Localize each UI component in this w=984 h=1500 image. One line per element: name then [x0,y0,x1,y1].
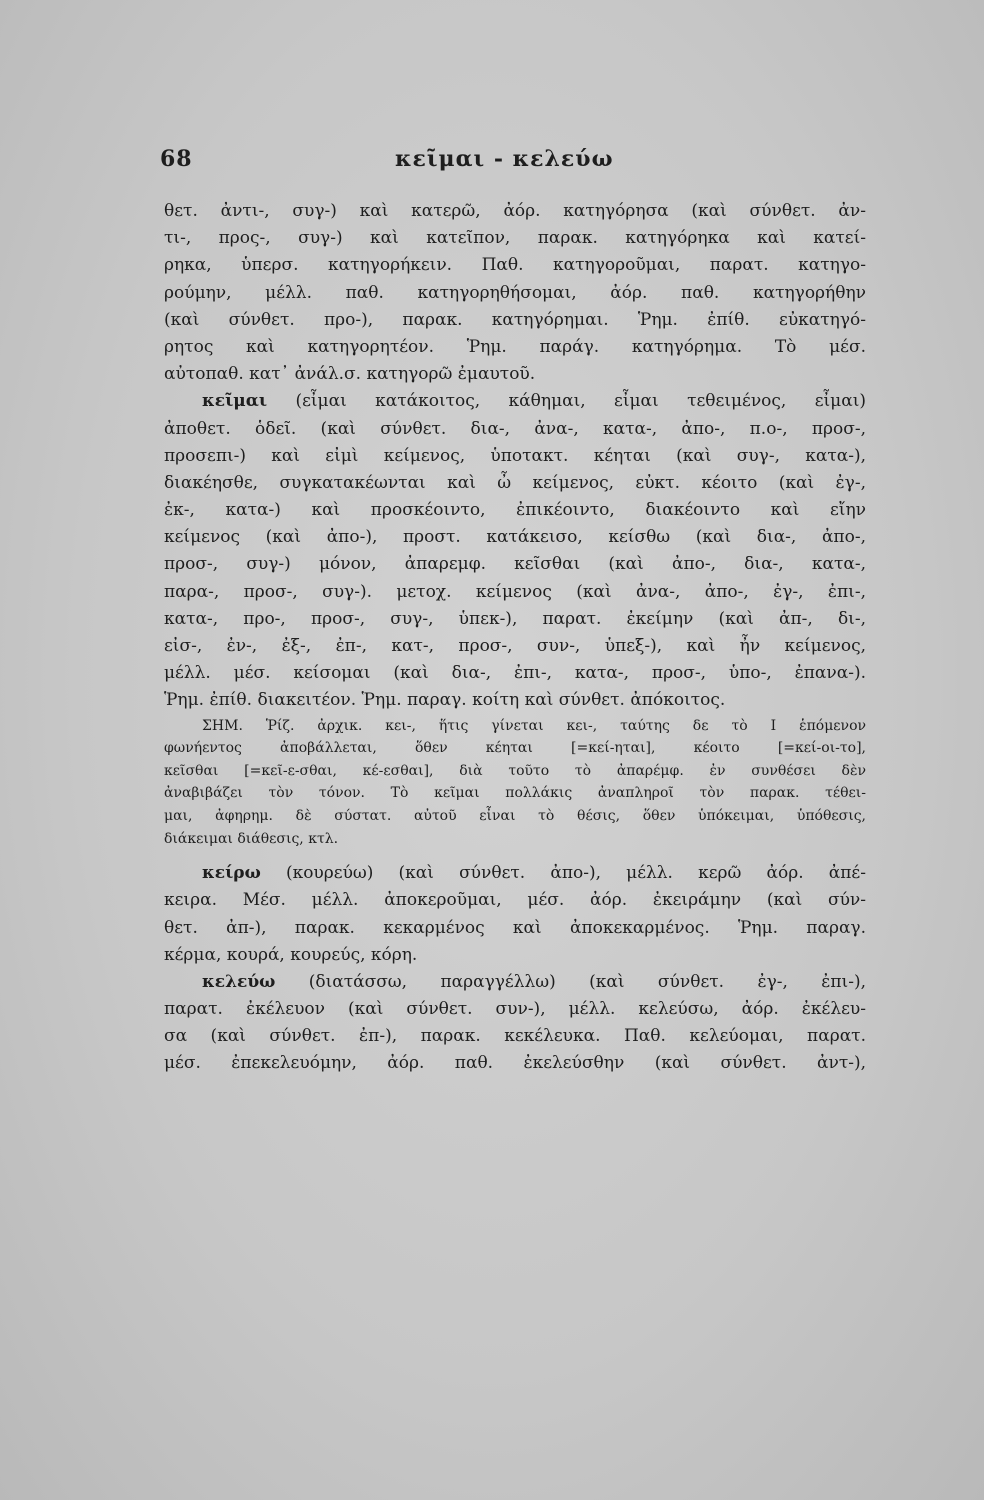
headword: κελεύω [202,971,276,992]
page-number: 68 [160,146,193,172]
dictionary-text [164,198,866,1078]
note-line: ἀναβιβάζει τὸν τόνον. Τὸ κεῖμαι πολλάκις ἀναπληροῖ τὸν παρακ. τέθει- [164,785,866,802]
note-line: μαι, ἀφηρημ. δὲ σύστατ. αὐτοῦ εἶναι τὸ θέσις, ὅθεν ὑπόκειμαι, ὑπόθεσις, [164,807,866,824]
entry-gloss: (εἶμαι κατάκοιτος, κάθημαι, εἶμαι τεθειμένος, εἶμαι) [295,391,866,412]
text-line: μέλλ. μέσ. κείσομαι (καὶ δια-, ἐπι-, κατα-, προσ-, ὑπο-, ἐπανα-). [164,663,866,684]
note-line: διάκειμαι διάθεσις, κτλ. [164,830,339,847]
text-line: παρατ. ἐκέλευον (καὶ σύνθετ. συν-), μέλλ. κελεύσω, ἀόρ. ἐκέλευ- [164,999,866,1020]
text-line: ρηκα, ὑπερσ. κατηγορήκειν. Παθ. κατηγοροῦμαι, παρατ. κατηγο- [164,255,866,276]
spacer [164,850,866,860]
entry-gloss: (διατάσσω, παραγγέλλω) (καὶ σύνθετ. ἐγ-, ἐπι-), [308,971,866,992]
text-line: αὐτοπαθ. κατ᾽ ἀνάλ.σ. κατηγορῶ ἐμαυτοῦ. [164,364,536,385]
text-line: σα (καὶ σύνθετ. ἐπ-), παρακ. κεκέλευκα. Παθ. κελεύομαι, παρατ. [164,1026,866,1047]
entry-keimai [164,388,866,714]
note-line: φωνήεντος ἀποβάλλεται, ὅθεν κέηται [=κεί-ηται], κέοιτο [=κεί-οι-το], [164,740,866,757]
entry-gloss: (κουρεύω) (καὶ σύνθετ. ἀπο-), μέλλ. κερῶ ἀόρ. ἀπέ- [285,863,866,884]
text-line: θετ. ἀντι-, συγ-) καὶ κατερῶ, ἀόρ. κατηγόρησα (καὶ σύνθετ. ἀν- [164,201,866,221]
headword: κείρω [202,863,261,884]
entry-keleuo [164,969,866,1078]
text-line: διακέησθε, συγκατακέωνται καὶ ὦ κείμενος, εὐκτ. κέοιτο (καὶ ἐγ-, [164,472,866,493]
text-line: θετ. ἀπ-), παρακ. κεκαρμένος καὶ ἀποκεκαρμένος. Ῥημ. παραγ. [164,917,866,938]
entry-first-line [164,860,866,887]
text-line: ρητος καὶ κατηγορητέον. Ῥημ. παράγ. κατηγόρημα. Τὸ μέσ. [164,336,866,357]
text-line: ἐκ-, κατα-) καὶ προσκέοιντο, ἐπικέοιντο, διακέοιντο καὶ εἴην [164,500,866,521]
note-first-line [164,715,866,738]
text-line: ρούμην, μέλλ. παθ. κατηγορηθήσομαι, ἀόρ. παθ. κατηγορήθην [164,282,866,303]
text-line: κέρμα, κουρά, κουρεύς, κόρη. [164,944,418,965]
headword: κεῖμαι [202,391,268,412]
page-header [160,146,860,182]
note-text: Ῥίζ. ἀρχικ. κει-, ἥτις γίνεται κει-, ταύτης δε τὸ Ι ἑπόμενον [265,717,866,734]
entry-first-line [164,388,866,415]
text-line: μέσ. ἐπεκελευόμην, ἀόρ. παθ. ἐκελεύσθην (καὶ σύνθετ. ἀντ-), [164,1053,866,1074]
text-line: κείμενος (καὶ ἀπο-), προστ. κατάκεισο, κείσθω (καὶ δια-, ἀπο-, [164,527,866,548]
note-label: ΣΗΜ. [202,717,243,734]
text-line: παρα-, προσ-, συγ-). μετοχ. κείμενος (καὶ ἀνα-, ἀπο-, ἐγ-, ἐπι-, [164,581,866,602]
text-line: τι-, προς-, συγ-) καὶ κατεῖπον, παρακ. κατηγόρηκα καὶ κατεί- [164,228,866,249]
entry-first-line [164,969,866,996]
note-line: κεῖσθαι [=κεῖ-ε-σθαι, κέ-εσθαι], διὰ τοῦτο τὸ ἀπαρέμφ. ἐν συνθέσει δὲν [164,762,866,779]
text-line: κειρα. Μέσ. μέλλ. ἀποκεροῦμαι, μέσ. ἀόρ. ἐκειράμην (καὶ σύν- [164,890,866,911]
text-line: προσ-, συγ-) μόνον, ἀπαρεμφ. κεῖσθαι (καὶ ἀπο-, δια-, κατα-, [164,554,866,575]
running-head: κεῖμαι - κελεύω [395,146,614,172]
note-block [164,715,866,851]
text-line: (καὶ σύνθετ. προ-), παρακ. κατηγόρημαι. Ῥημ. ἐπίθ. εὐκατηγό- [164,309,866,330]
text-line: ἀποθετ. ὁδεῖ. (καὶ σύνθετ. δια-, ἀνα-, κατα-, ἀπο-, π.ο-, προσ-, [164,418,866,439]
entry-continuation [164,198,866,388]
text-line: προσεπι-) καὶ εἰμὶ κείμενος, ὑποτακτ. κέηται (καὶ συγ-, κατα-), [164,445,866,466]
text-line: εἰσ-, ἐν-, ἐξ-, ἐπ-, κατ-, προσ-, συν-, ὑπεξ-), καὶ ἦν κείμενος, [164,636,866,656]
text-line: Ῥημ. ἐπίθ. διακειτέον. Ῥημ. παραγ. κοίτη καὶ σύνθετ. ἀπόκοιτος. [164,690,726,711]
text-line: κατα-, προ-, προσ-, συγ-, ὑπεκ-), παρατ. ἐκείμην (καὶ ἀπ-, δι-, [164,608,866,629]
entry-keiro [164,860,866,969]
